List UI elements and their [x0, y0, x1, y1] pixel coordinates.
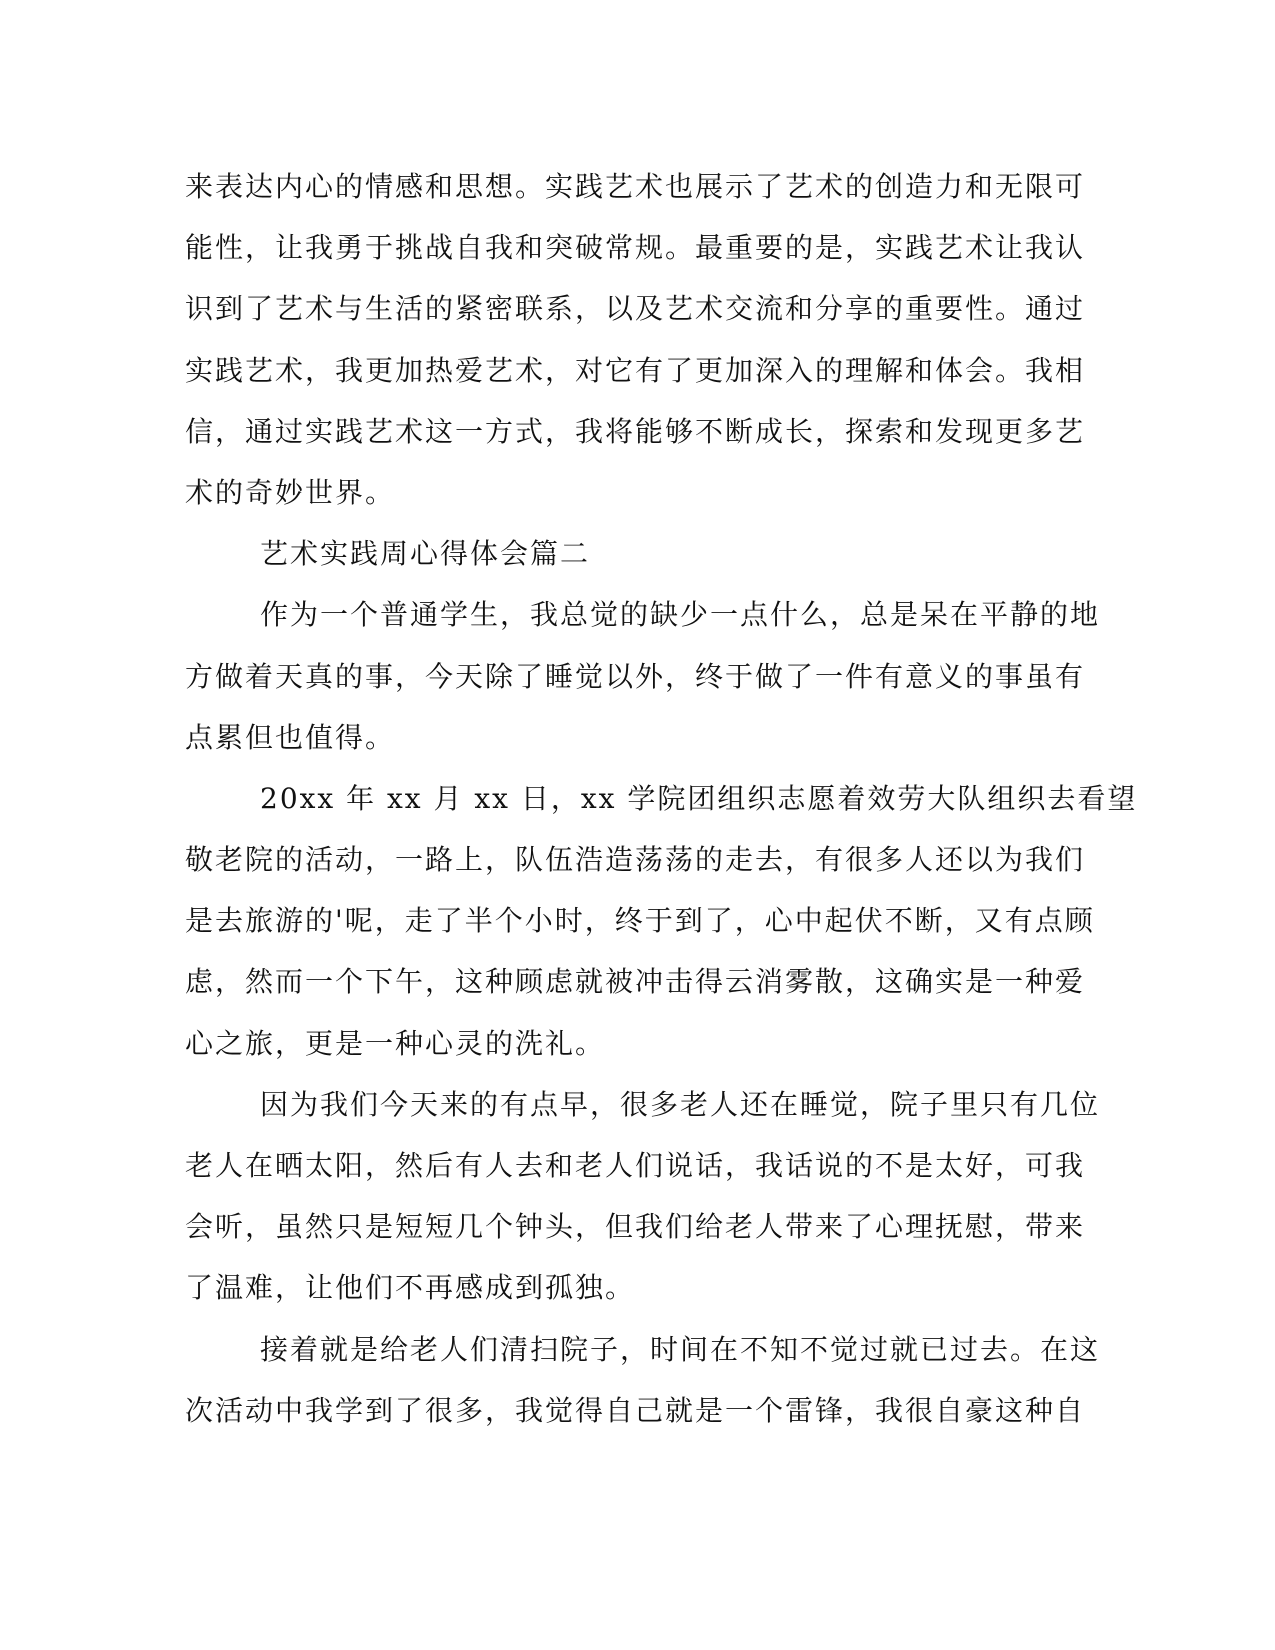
text-line: 信，通过实践艺术这一方式，我将能够不断成长，探索和发现更多艺 — [185, 414, 1086, 448]
text-line: 作为一个普通学生，我总觉的缺少一点什么，总是呆在平静的地 — [260, 598, 1101, 632]
text-line: 术的奇妙世界。 — [185, 475, 396, 509]
text-line: 是去旅游的'呢，走了半个小时，终于到了，心中起伏不断，又有点顾 — [185, 904, 1095, 938]
text-line: 20xx 年 xx 月 xx 日，xx 学院团组织志愿着效劳大队组织去看望 — [260, 781, 1138, 815]
text-line: 接着就是给老人们清扫院子，时间在不知不觉过就已过去。在这 — [260, 1332, 1101, 1366]
text-line: 心之旅，更是一种心灵的洗礼。 — [185, 1026, 606, 1060]
text-line: 来表达内心的情感和思想。实践艺术也展示了艺术的创造力和无限可 — [185, 170, 1086, 203]
text-line: 虑，然而一个下午，这种顾虑就被冲击得云消雾散，这确实是一种爱 — [185, 965, 1086, 999]
text-line: 识到了艺术与生活的紧密联系，以及艺术交流和分享的重要性。通过 — [185, 292, 1086, 326]
text-line: 会听，虽然只是短短几个钟头，但我们给老人带来了心理抚慰，带来 — [185, 1210, 1086, 1244]
text-line: 点累但也值得。 — [185, 720, 396, 754]
text-line: 方做着天真的事，今天除了睡觉以外，终于做了一件有意义的事虽有 — [185, 659, 1086, 693]
text-line: 因为我们今天来的有点早，很多老人还在睡觉，院子里只有几位 — [260, 1087, 1101, 1121]
document-body — [185, 156, 1138, 1441]
text-line: 实践艺术，我更加热爱艺术，对它有了更加深入的理解和体会。我相 — [185, 353, 1086, 387]
text-line: 能性，让我勇于挑战自我和突破常规。最重要的是，实践艺术让我认 — [185, 231, 1086, 265]
section-heading: 艺术实践周心得体会篇二 — [260, 537, 591, 571]
text-line: 了温难，让他们不再感成到孤独。 — [185, 1271, 636, 1305]
text-line: 敬老院的活动，一路上，队伍浩造荡荡的走去，有很多人还以为我们 — [185, 843, 1086, 877]
text-line: 次活动中我学到了很多，我觉得自己就是一个雷锋，我很自豪这种自 — [185, 1393, 1086, 1427]
text-line: 老人在晒太阳，然后有人去和老人们说话，我话说的不是太好，可我 — [185, 1149, 1086, 1182]
